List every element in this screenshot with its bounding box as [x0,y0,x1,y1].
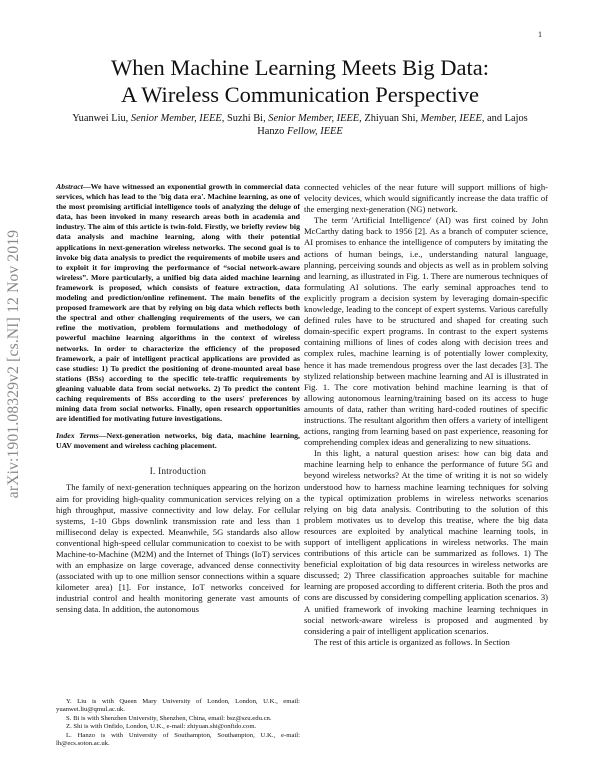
author-name: Zhiyuan Shi, [364,113,421,124]
abstract-label: Abstract [56,182,83,191]
left-column [56,182,300,616]
index-terms-text: —Next-generation networks, big data, machine learning, UAV movement and wireless caching placement. [56,431,300,451]
author-role: Senior Member, IEEE [268,113,360,124]
footnote: S. Bi is with Shenzhen University, Shenzhen, China, email: bsz@szu.edu.cn. [66,714,272,722]
paper-title [60,54,540,108]
author-role: Fellow, IEEE [286,126,343,137]
index-terms-label: Index Terms [56,431,99,441]
footnote: Y. Liu is with Queen Mary University of London, London, U.K., email: yuanwei.liu@qmul.ac.uk. [56,698,300,714]
author-name: Yuanwei Liu, [72,113,131,124]
author-name: Suzhi Bi, [226,113,269,124]
author-role: Member, IEEE [420,113,482,124]
footnote: L. Hanzo is with University of Southampton, Southampton, U.K., e-mail: lh@ecs.soton.ac.uk. [56,731,300,748]
author-role: Senior Member, IEEE [130,113,222,124]
author-list [62,112,538,138]
intro-paragraph: The family of next-generation techniques appearing on the horizon aim for providing high-quality communication services relying on a high throughput, massive connectivity and low delay. For cellular systems, 1-10 Gbps downlink transmission rate and less than 1 millisecond delay is expected. Meanwhile, 5G standards also allow conventional high-speed cellular communication to coexist to be with Machine-to-Machine (M2M) and the Internet of Things (IoT) services with an emphasize on large coverage, advanced dense connectivity (associated with up to one million sensor connections within a square kilometer area) [1]. For instance, IoT networks conceived for industrial control and health monitoring generate vast amounts of sensing data. In addition, the autonomous [56,482,300,615]
paragraph-ai-history: The term 'Artificial Intelligence' (AI) was first coined by John McCarthy dating back to 1956 [2]. As a branch of computer science, AI promises to enhance the intelligence of computers by imitating the actions of human beings, i.e., understanding natural language, planning, perceiving sounds and objects as well as in problem solving and learning, as illustrated in Fig. 1. There are numerous techniques of formulating AI solutions. The early seminal approaches tend to explicitly program a decision system by leveraging domain-specific knowledge, leading to the concept of expert systems. Various carefully defined rules have to be structured and shaped for creating such domain-specific expert programs. In contrast to the expert systems containing millions of lines of codes along with decision trees and complex rules, machine learning is of potentially lower complexity, hence it has made tremendous progress over the last decades [3]. The stylized relationship between machine learning and AI is illustrated in Fig. 1. The core motivation behind machine learning is that of allowing autonomous learning/training based on its access to huge amounts of data, rather than writing hard-coded routines of specific instructions. The resultant algorithm then offers a variety of intelligent actions, ranging from learning based on past experience, reasoning for comprehending complex ideas and generalizing to new situations. [304,215,548,448]
paragraph-continued: connected vehicles of the near future will support millions of high-velocity devices, which would significantly increase the data traffic of the emerging next-generation (NG) network. [304,182,548,215]
author-separator: , and [481,113,505,124]
abstract [56,182,300,424]
paragraph-organization: The rest of this article is organized as follows. In Section [314,636,510,647]
author-separator: , [359,113,365,124]
title-line-2: A Wireless Communication Perspective [121,82,479,107]
author-name: Lajos Hanzo [257,113,528,137]
footnote: Z. Shi is with Onfido, London, U.K., e-mail: zhiyuan.shi@onfido.com. [66,723,257,731]
abstract-text: —We have witnessed an exponential growth in commercial data services, which has lead to the 'big data era'. Machine learning, as one of the most promising artificial intelligence tools of analyzing the deluge of data, has been invoked in many research areas both in academia and industry. The aim of this article is twin-fold. Firstly, we briefly review big data analysis and machine learning, along with their potential applications in next-generation wireless networks. The second goal is to invoke big data analysis to predict the requirements of mobile users and to exploit it for improving the performance of “social network-aware wireless”. More particularly, a unified big data aided machine learning framework is proposed, which consists of feature extraction, data modeling and prediction/online refinement. The main benefits of the proposed framework are that by relying on big data which reflects both the spectral and other challenging requirements of the users, we can refine the motivation, problem formulations and methodology of powerful machine learning algorithms in the context of wireless networks. In order to characterize the efficiency of the proposed framework, a pair of intelligent practical applications are provided as case studies: 1) To predict the positioning of drone-mounted areal base stations (BSs) according to the specific tele-traffic requirements by gleaning valuable data from social networks. 2) To predict the content caching requirements of BSs according to the users' preferences by mining data from social networks. Finally, open research opportunities are identified for motivating future investigations. [56,182,300,424]
right-column [304,182,548,648]
page-number: 1 [538,30,542,39]
footnotes [56,698,300,748]
arxiv-identifier: arXiv:1901.08329v2 [cs.NI] 12 Nov 2019 [5,229,22,499]
title-line-1: When Machine Learning Meets Big Data: [111,55,489,80]
index-terms [56,431,300,451]
section-heading-introduction: I. Introduction [149,466,207,477]
author-separator: , [221,113,227,124]
paragraph-contributions: In this light, a natural question arises: how can big data and machine learning help to enhance the performance of future 5G and beyond wireless networks? At the time of writing it is not so widely understood how to harness machine learning techniques for solving the typical optimization problems in wireless networks scenarios relying on big data analysis. Contributing to the solution of this problem motivates us to develop this treatise, where the big data resources are exploited by analytical machine learning tools, in support of intelligent applications in wireless networks. The main contributions of this article can be summarized as follows. 1) The beneficial exploitation of big data resources in wireless networks are discussed; 2) Three classification approaches suitable for machine learning are proposed according to different criteria. Both the pros and cons are discussed by considering compelling application scenarios. 3) A unified framework of invoking machine learning techniques in social network-aware wireless is proposed and augmented by considering a pair of intelligent application scenarios. [304,448,548,636]
